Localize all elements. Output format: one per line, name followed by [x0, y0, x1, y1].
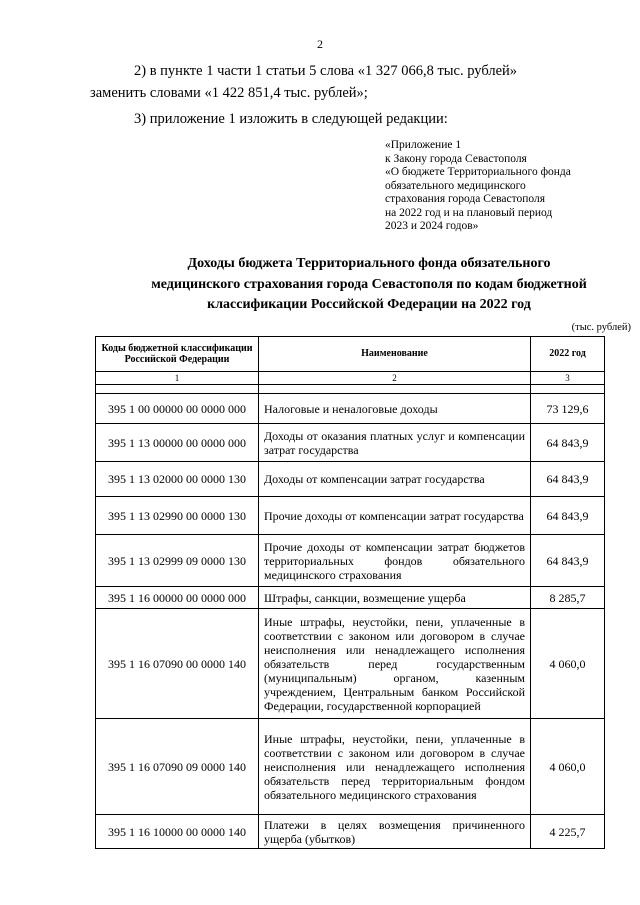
row-code: 395 1 16 07090 09 0000 140: [96, 719, 259, 815]
table-row: [96, 535, 605, 587]
table-row: [96, 719, 605, 815]
row-value: 64 843,9: [531, 535, 605, 587]
appendix-line: страхования города Севастополя: [385, 193, 546, 205]
row-name: Прочие доходы от компенсации затрат государства: [259, 497, 531, 535]
title-line: Доходы бюджета Территориального фонда обязательного: [187, 256, 551, 271]
title-line: медицинского страхования города Севастополя по кодам бюджетной: [151, 276, 587, 292]
header-name: Наименование: [259, 337, 531, 372]
row-code: 395 1 13 02000 00 0000 130: [96, 462, 259, 497]
appendix-header: [385, 139, 615, 234]
row-code: 395 1 16 07090 00 0000 140: [96, 609, 259, 719]
row-code: 395 1 00 00000 00 0000 000: [96, 394, 259, 424]
row-value: 73 129,6: [531, 394, 605, 424]
table-row: [96, 497, 605, 535]
header-code: Коды бюджетной классификации Российской Федерации: [96, 337, 259, 372]
header-year: 2022 год: [531, 337, 605, 372]
paragraph-amendment-2: [90, 60, 602, 104]
row-name: Доходы от оказания платных услуг и компенсации затрат государства: [259, 424, 531, 462]
table-header-row: [96, 337, 605, 372]
column-number: 3: [531, 372, 605, 385]
table-row: [96, 609, 605, 719]
unit-label: (тыс. рублей): [571, 322, 631, 333]
row-code: 395 1 13 00000 00 0000 000: [96, 424, 259, 462]
appendix-line: 2023 и 2024 годов»: [385, 220, 479, 232]
paragraph-amendment-2-line1: 2) в пункте 1 части 1 статьи 5 слова «1 327 066,8 тыс. рублей»: [134, 63, 518, 79]
table-row: [96, 394, 605, 424]
row-name: Налоговые и неналоговые доходы: [259, 394, 531, 424]
row-value: 64 843,9: [531, 424, 605, 462]
table-row: [96, 815, 605, 849]
income-table: [95, 336, 605, 849]
row-name: Доходы от компенсации затрат государства: [259, 462, 531, 497]
column-number: 2: [259, 372, 531, 385]
document-title: [96, 254, 640, 316]
row-name: Иные штрафы, неустойки, пени, уплаченные в соответствии с законом или договором в случае неисполнения или ненадлежащего исполнения обязательств перед территориальным фондом обязательного медицинского страхования: [259, 719, 531, 815]
row-code: 395 1 13 02999 09 0000 130: [96, 535, 259, 587]
appendix-line: обязательного медицинского: [385, 179, 526, 192]
row-code: 395 1 13 02990 00 0000 130: [96, 497, 259, 535]
table-row: [96, 424, 605, 462]
row-value: 8 285,7: [531, 587, 605, 609]
row-value: 64 843,9: [531, 462, 605, 497]
table-row: [96, 462, 605, 497]
paragraph-amendment-3: 3) приложение 1 изложить в следующей редакции:: [134, 111, 448, 127]
row-code: 395 1 16 10000 00 0000 140: [96, 815, 259, 849]
title-line: классификации Российской Федерации на 2022 год: [207, 297, 531, 312]
row-name: Прочие доходы от компенсации затрат бюджетов территориальных фондов обязательного медицинского страхования: [259, 535, 531, 587]
row-value: 4 060,0: [531, 609, 605, 719]
row-name: Штрафы, санкции, возмещение ущерба: [259, 587, 531, 609]
row-name: Платежи в целях возмещения причиненного ущерба (убытков): [259, 815, 531, 849]
column-number-row: [96, 372, 605, 385]
appendix-line: к Закону города Севастополя: [385, 152, 527, 165]
appendix-line: на 2022 год и на плановый период: [385, 206, 553, 219]
row-value: 4 060,0: [531, 719, 605, 815]
row-code: 395 1 16 00000 00 0000 000: [96, 587, 259, 609]
page-number: 2: [317, 37, 323, 51]
column-number: 1: [96, 372, 259, 385]
paragraph-amendment-2-line2: заменить словами «1 422 851,4 тыс. рублей»;: [90, 85, 368, 101]
row-value: 4 225,7: [531, 815, 605, 849]
row-value: 64 843,9: [531, 497, 605, 535]
appendix-line: «О бюджете Территориального фонда: [385, 166, 571, 178]
table-row: [96, 587, 605, 609]
appendix-line: «Приложение 1: [385, 139, 462, 151]
row-name: Иные штрафы, неустойки, пени, уплаченные в соответствии с законом или договором в случае неисполнения или ненадлежащего исполнения обязательств перед государственным (муниципальным) органом, казенным учреждением, Центральным банком Российской Федерации, государственной корпорацией: [259, 609, 531, 719]
